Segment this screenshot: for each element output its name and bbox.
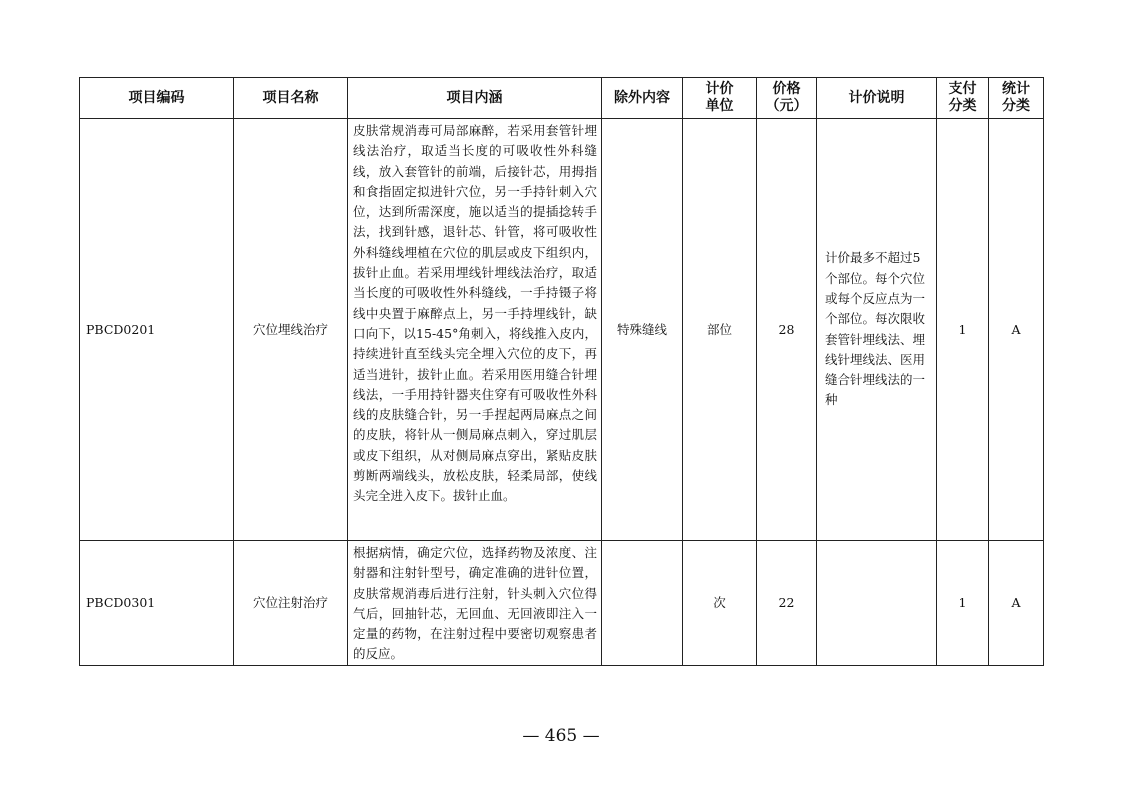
header-pay-class: 支付 分类 (937, 78, 989, 119)
table-row (80, 541, 1044, 666)
cell-exclusions: 特殊缝线 (602, 119, 683, 541)
cell-stat-class: A (989, 119, 1044, 541)
cell-pay-class: 1 (937, 541, 989, 666)
cell-unit: 部位 (683, 119, 757, 541)
cell-content: 根据病情，确定穴位，选择药物及浓度、注射器和注射针型号，确定准确的进针位置，皮肤常规消毒后进行注射，针头刺入穴位得气后，回抽针芯，无回血、无回液即注入一定量的药物，在注射过程中要密切观察患者的反应。 (348, 541, 602, 666)
page-number: — 465 — (522, 726, 600, 746)
cell-code: PBCD0201 (80, 119, 234, 541)
cell-price: 22 (757, 541, 817, 666)
cell-content: 皮肤常规消毒可局部麻醉，若采用套管针埋线法治疗，取适当长度的可吸收性外科缝线，放入套管针的前端，后接针芯，用拇指和食指固定拟进针穴位，另一手持针刺入穴位，达到所需深度，施以适当的提插捻转手法，找到针感，退针芯、针管，将可吸收性外科缝线埋植在穴位的肌层或皮下组织内，拔针止血。若采用埋线针埋线法治疗，取适当长度的可吸收性外科缝线，一手持镊子将线中央置于麻醉点上，另一手持埋线针，缺口向下，以15-45°角刺入，将线推入皮内，持续进针直至线头完全埋入穴位的皮下，再适当进针，拔针止血。若采用医用缝合针埋线法，一手用持针器夹住穿有可吸收性外科线的皮肤缝合针，另一手捏起两局麻点之间的皮肤，将针从一侧局麻点刺入，穿过肌层或皮下组织，从对侧局麻点穿出，紧贴皮肤剪断两端线头，放松皮肤，轻柔局部，使线头完全进入皮下。拔针止血。 (348, 119, 602, 541)
cell-price: 28 (757, 119, 817, 541)
cell-code: PBCD0301 (80, 541, 234, 666)
cell-note (817, 541, 937, 666)
cell-exclusions (602, 541, 683, 666)
header-stat-class: 统计 分类 (989, 78, 1044, 119)
table-header-row (80, 78, 1044, 119)
header-name: 项目名称 (234, 78, 348, 119)
table-row (80, 119, 1044, 541)
cell-unit: 次 (683, 541, 757, 666)
header-content: 项目内涵 (348, 78, 602, 119)
cell-stat-class: A (989, 541, 1044, 666)
header-unit: 计价 单位 (683, 78, 757, 119)
header-exclusions: 除外内容 (602, 78, 683, 119)
pricing-table (79, 77, 1044, 666)
cell-pay-class: 1 (937, 119, 989, 541)
header-code: 项目编码 (80, 78, 234, 119)
header-price: 价格 （元） (757, 78, 817, 119)
header-note: 计价说明 (817, 78, 937, 119)
cell-name: 穴位注射治疗 (234, 541, 348, 666)
cell-note: 计价最多不超过5个部位。每个穴位或每个反应点为一个部位。每次限收套管针埋线法、埋线针埋线法、医用缝合针埋线法的一种 (817, 119, 937, 541)
cell-name: 穴位埋线治疗 (234, 119, 348, 541)
